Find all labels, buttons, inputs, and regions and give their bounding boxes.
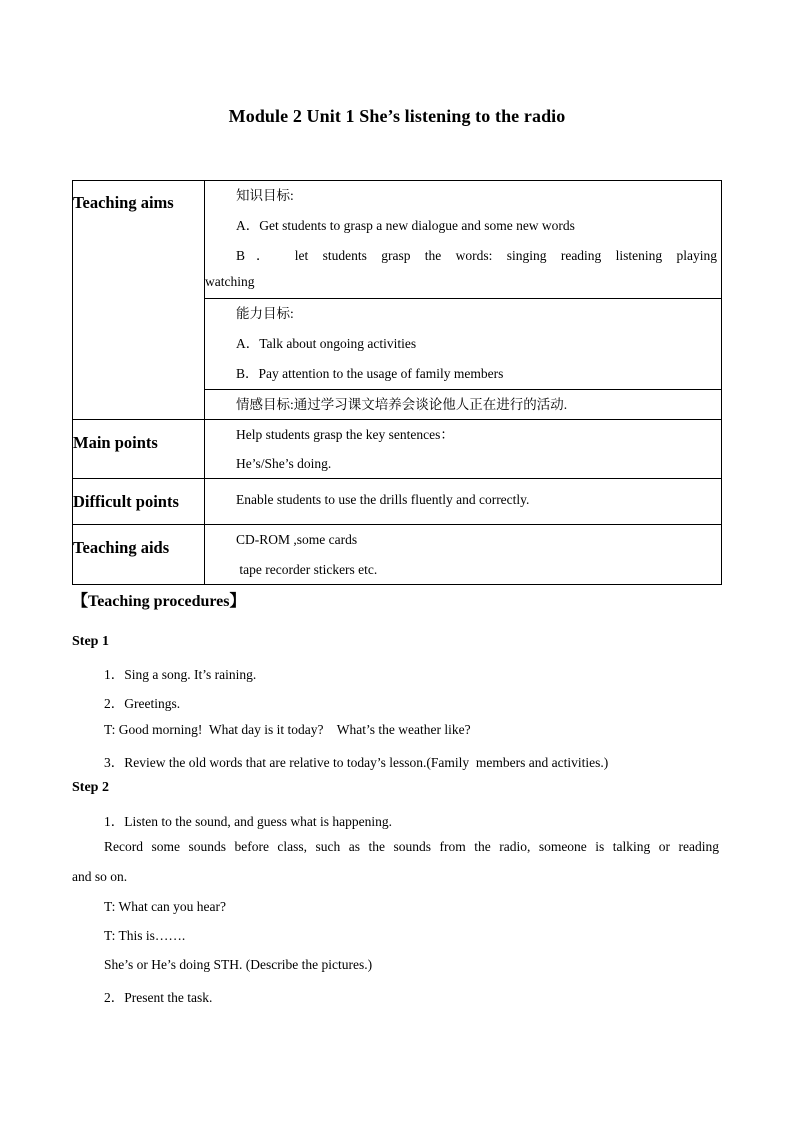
step2-t1: T: What can you hear? [104, 899, 227, 914]
step1-item1: 1．Sing a song. It’s raining. [104, 667, 257, 682]
knowledge-aims-cell [205, 181, 722, 299]
step1-item3: 3．Review the old words that are relative to today’s lesson.(Family members and activities.) [104, 755, 609, 770]
emotion-aims-cell [205, 390, 722, 420]
difficult-points-label-cell [73, 479, 205, 525]
knowledge-item-b-cont: watching [205, 274, 255, 289]
step1-title: Step 1 [72, 634, 109, 649]
emotion-aim: 情感目标:通过学习课文培养会谈论他人正在进行的活动. [236, 397, 568, 412]
main-points-cell [205, 420, 722, 479]
table-row-main-points [73, 420, 722, 479]
table-row-teaching-aims [73, 181, 722, 299]
step1-dialogue: T: Good morning! What day is it today? What’s the weather like? [104, 722, 471, 737]
step2-title: Step 2 [72, 780, 109, 795]
difficult-points-line1: Enable students to use the drills fluently and correctly. [236, 492, 530, 507]
table-row-difficult-points [73, 479, 722, 525]
teaching-aids-line2: tape recorder stickers etc. [236, 562, 378, 577]
teaching-aids-label-cell [73, 525, 205, 585]
main-points-label: Main points [73, 433, 158, 452]
main-points-line1: Help students grasp the key sentences： [236, 427, 454, 442]
difficult-points-cell [205, 479, 722, 525]
teaching-aids-line1: CD-ROM ,some cards [236, 532, 358, 547]
teaching-aims-label-cell [73, 181, 205, 420]
main-points-label-cell [73, 420, 205, 479]
difficult-points-label: Difficult points [73, 492, 179, 511]
ability-item-a: A．Talk about ongoing activities [236, 336, 417, 351]
ability-heading: 能力目标: [236, 306, 294, 321]
ability-item-b: B．Pay attention to the usage of family members [236, 366, 504, 381]
lesson-plan-table [72, 180, 722, 585]
ability-aims-cell [205, 299, 722, 390]
step2-t2: T: This is……. [104, 928, 186, 943]
knowledge-item-a: A．Get students to grasp a new dialogue and some new words [236, 218, 575, 233]
teaching-aids-label: Teaching aids [73, 538, 170, 557]
step2-describe: She’s or He’s doing STH. (Describe the pictures.) [104, 957, 373, 972]
teaching-aims-label: Teaching aims [73, 193, 174, 212]
knowledge-heading: 知识目标: [236, 188, 294, 203]
teaching-aids-cell [205, 525, 722, 585]
table-row-teaching-aids [73, 525, 722, 585]
step2-item2: 2．Present the task. [104, 990, 213, 1005]
step2-record: Record some sounds before class, such as the sounds from the radio, someone is talking or reading [104, 839, 719, 854]
main-points-line2: He’s/She’s doing. [236, 456, 332, 471]
knowledge-item-b: B． let students grasp the words: singing reading listening playing [236, 248, 717, 263]
procedures-heading: 【Teaching procedures】 [72, 593, 246, 610]
step2-item1: 1．Listen to the sound, and guess what is happening. [104, 814, 392, 829]
step1-item2: 2．Greetings. [104, 696, 181, 711]
page-title: Module 2 Unit 1 She’s listening to the radio [228, 106, 566, 126]
step2-record-cont: and so on. [72, 869, 128, 884]
